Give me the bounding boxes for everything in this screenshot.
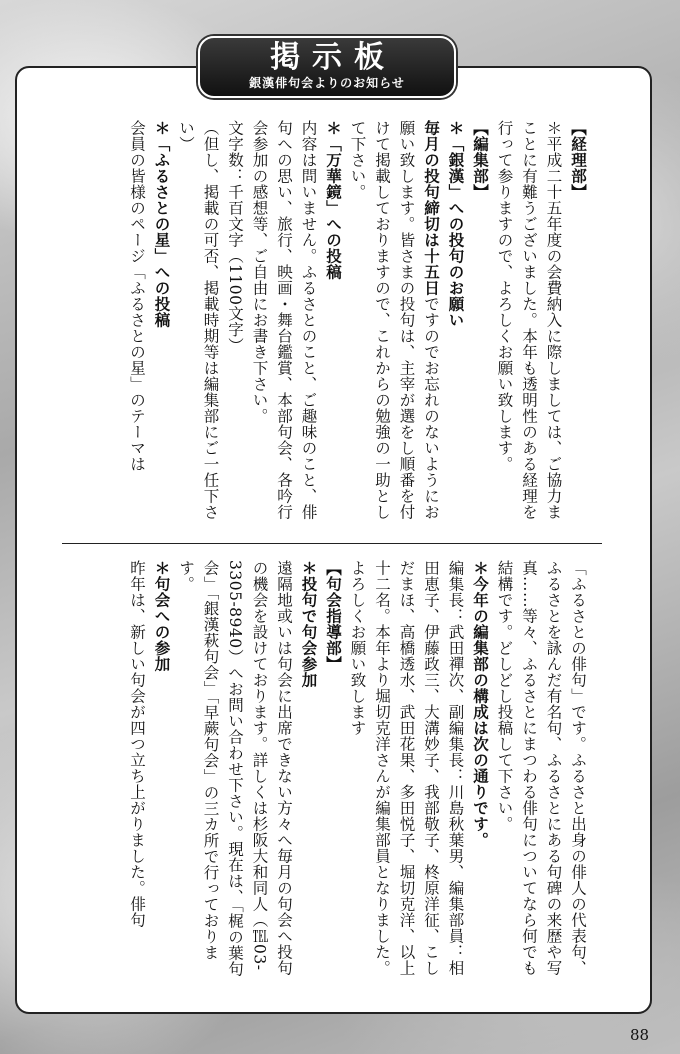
kukai-heading: ＊句会への参加 [152, 560, 171, 672]
top-text-block [80, 120, 590, 525]
mangekyo-note: （但し、掲載の可否、掲載時期等は編集部にご一任下さい） [177, 120, 220, 520]
section-heading-henshu: 【編集部】 [471, 120, 489, 200]
keiri-paragraph: ＊平成二十五年度の会費納入に際しましては、ご協力まことに有難うございました。本年も透明性のある経理を行って参りますので、よろしくお願い致します。 [495, 120, 563, 520]
ginkan-deadline: 毎月の投句締切は十五日 [422, 120, 440, 296]
furusato-paragraph-cont: 「ふるさとの俳句」です。ふるさと出身の俳人の代表句、ふるさとを詠んだ有名句、ふるさとにある句碑の来歴や写真……等々、ふるさとにまつわる俳句についてなら何でも結構です。どしどし投稿して下さい。 [495, 560, 587, 976]
page-title: 掲示板 [270, 40, 396, 75]
ginkan-heading: ＊「銀漢」への投句のお願い [446, 120, 465, 328]
toko-heading: ＊投句で句会参加 [299, 560, 318, 688]
mangekyo-heading: ＊「万華鏡」への投稿 [324, 120, 342, 280]
ginkan-text: ですのでお忘れのないようにお願い致します。皆さまの投句は、主宰が選をし順番を付けて掲載しておりますので、これからの勉強の一助として下さい。 [348, 120, 440, 520]
section-divider [62, 543, 602, 544]
page-number: 88 [630, 1026, 650, 1044]
furusato-paragraph-start: 会員の皆様のページ「ふるさとの星」のテーマは [128, 120, 146, 472]
kosei-paragraph: 編集長：武田禪次、副編集長：川島秋葉男、編集部員：相田恵子、伊藤政三、大溝妙子、我部敬子、柊原洋征、こしだまほ、高橋透水、武田花果、多田悦子、堀切克洋、以上十二名。本年より堀切克洋さんが編集部員となりました。よろしくお願い致します [348, 560, 465, 976]
bottom-text-block [80, 560, 590, 980]
mangekyo-word-count: 文字数：千百文字（1100文字） [226, 120, 244, 354]
section-heading-shido: 【句会指導部】 [324, 560, 342, 672]
kukai-paragraph: 昨年は、新しい句会が四つ立ち上がりました。俳句 [128, 560, 146, 928]
section-heading-keiri: 【経理部】 [569, 120, 587, 200]
kosei-heading: ＊今年の編集部の構成は次の通りです。 [471, 560, 489, 848]
title-plate [198, 36, 456, 98]
furusato-heading: ＊「ふるさとの星」への投稿 [152, 120, 171, 328]
ginkan-paragraph [345, 120, 443, 525]
page-subtitle: 銀漢俳句会よりのお知らせ [249, 76, 405, 90]
toko-paragraph: 遠隔地或いは句会に出席できない方々へ毎月の句会へ投句の機会を設けております。詳しくは杉阪大和同人（℡03-3305-8940）へお問い合わせ下さい。現在は、「梶の葉句会」「銀漢萩句会」「早蕨句会」の三カ所で行っております。 [177, 560, 293, 977]
mangekyo-paragraph: 内容は問いません。ふるさとのこと、ご趣味のこと、俳句への思い、旅行、映画・舞台鑑賞、本部句会、各吟行会参加の感想等、ご自由にお書き下さい。 [250, 120, 318, 520]
